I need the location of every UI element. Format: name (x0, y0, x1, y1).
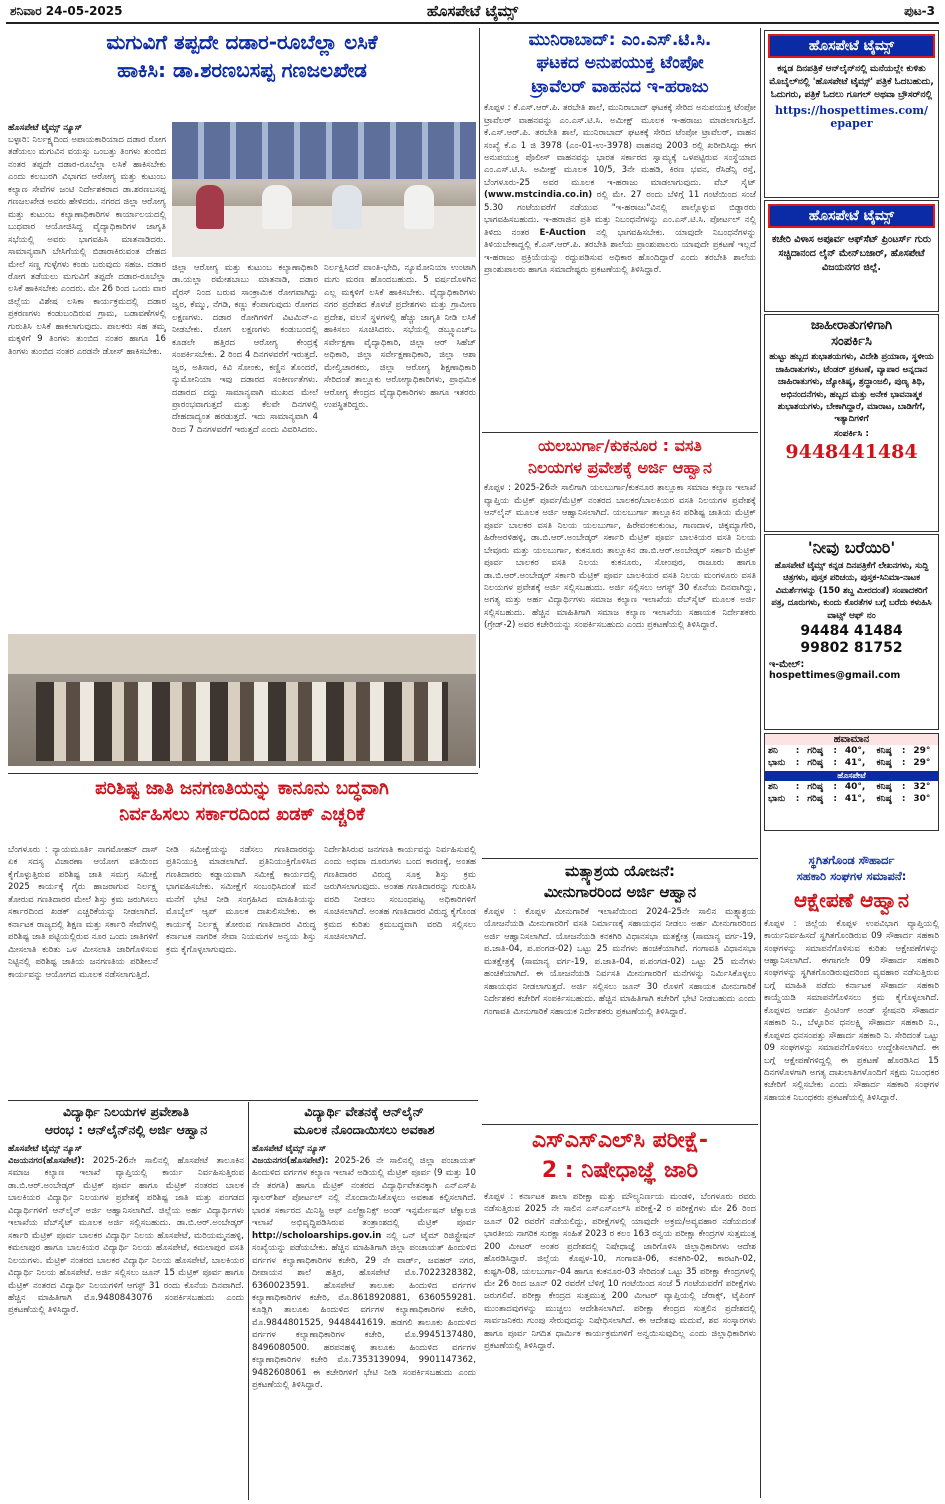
headline: ವಿದ್ಯಾರ್ಥಿ ವೇತನಕ್ಕೆ ಆನ್‌ಲೈನ್ (304, 1104, 424, 1119)
article-sslc (484, 1128, 756, 1500)
ad-text: ಹೊಸಪೇಟೆ ಟೈಮ್ಸ್ ಕನ್ನಡ ದಿನಪತ್ರಿಕೆಗೆ ಲೇಖನಗಳು, ಸುದ್ದಿ ಚಿತ್ರಗಳು, ಪುಸ್ತಕ ಪರಿಚಯ, ಪುಸ್ತಕ-ಸಿನಿಮಾ-ನಾಟಕ ವಿಮರ್ಶೆಗಳನ್ನು (150 ಶಬ್ದ ಮೀರದಂತೆ) ಸಂಪಾದಕರಿಗೆ ಪತ್ರ, ದೂರುಗಳು, ಕುಂದು ಕೊರತೆಗಳ ಬಗ್ಗೆ ಬರೆದು ಕಳುಹಿಸಿ (771, 560, 932, 607)
article-scholarship (252, 1104, 476, 1500)
headline: ಸ್ಥಗಿತಗೊಂಡ ಸೌಹಾರ್ದ (808, 854, 895, 867)
epaper-link[interactable]: epaper (830, 117, 873, 131)
ad-text: ಹುಟ್ಟು ಹಬ್ಬದ ಶುಭಾಶಯಗಳು, ವಿದೇಶಿ ಪ್ರಯಾಣ, ಸ್ಥಳೀಯ ಜಾಹಿರಾತುಗಳು, ಟೆಂಡರ್ ಪ್ರಕಟಣೆ, ವ್ಯಾಪಾರ ಅನ್ನದಾನ ಜಾಹಿರಾತುಗಳು, ಜ್ಯೋತಿಷ್ಯ, ಶ್ರದ್ಧಾಂಜಲಿ, ಪುಣ್ಯ ತಿಥಿ, ಅಭಿನಂದನೆಗಳು, ಹಬ್ಬದ ಮತ್ತು ಅನೇಕ ಭಾವನಾತ್ಮಕ ಶುಭಾಶಯಗಳು, ಬೇಕಾಗಿದ್ದಾರೆ, ಮಾರಾಟ, ಬಾಡಿಗೆಗೆ, ಇತ್ಯಾದಿಗಳಿಗೆ (769, 352, 934, 425)
ad-title: ಹೊಸಪೇಟೆ ಟೈಮ್ಸ್ (768, 34, 935, 58)
whatsapp-phone[interactable]: 99802 81752 (800, 639, 903, 656)
headline: ಆರಂಭ : ಆನ್‌ಲೈನ್‌ನಲ್ಲಿ ಅರ್ಜಿ ಆಹ್ವಾನ (44, 1122, 208, 1137)
headline: ಘಟಕದ ಅನುಪಯುಕ್ತ ಟೆಂಪೋ (536, 53, 704, 74)
divider (479, 28, 480, 768)
epaper-link[interactable]: https://hospettimes.com/ (774, 104, 929, 118)
article-body: ಜಿಲ್ಲಾ ಆರೋಗ್ಯ ಮತ್ತು ಕುಟುಂಬ ಕಲ್ಯಾಣಾಧಿಕಾರಿ ಡಾ.ಯಲ್ಲಾ ರಮೇಶಬಾಬು ಮಾತನಾಡಿ, ದಡಾರ ವೈರಸ್ ನಿಂದ ಬರುವ ಸಾಂಕ್ರಾಮಿಕ ರೋಗವಾಗಿದ್ದು ಜ್ವರ, ಕೆಮ್ಮು, ನೆಗಡಿ, ಕಣ್ಣು ಕೆಂಪಾಗುವುದು ರೋಗದ ಲಕ್ಷಣಗಳು. ದಡಾರ ರೋಗಿಗಳಿಗೆ ವಿಟಮಿನ್-ಎ ನೀಡಬೇಕು. ರೋಗ ಲಕ್ಷಣಗಳು ಕಂಡುಬಂದಲ್ಲಿ ಕೂಡಲೇ ಹತ್ತಿರದ ಆರೋಗ್ಯ ಕೇಂದ್ರಕ್ಕೆ ಸಂಪರ್ಕಿಸಬೇಕು. 2 ರಿಂದ 4 ದಿನಗಳವರೆಗೆ ಇರುತ್ತದೆ. ಜ್ವರ, ಅತಿಸಾರ, ಕಿವಿ ಸೋಂಕು, ಕಣ್ಣಿನ ತೊಂದರೆ, ನ್ಯುಮೋನಿಯಾ ಇವು ದಡಾರದ ಸಂಕೀರ್ಣತೆಗಳು. ದಡಾರದ ದದ್ದು ಸಾಮಾನ್ಯವಾಗಿ ಮುಖದ ಮೇಲೆ ಪ್ರಾರಂಭವಾಗುತ್ತದೆ ಮತ್ತು ಕೆಲವೇ ದಿನಗಳಲ್ಲಿ ದೇಹದಾದ್ಯಂತ ಹರಡುತ್ತದೆ. ಇದು ಸಾಮಾನ್ಯವಾಗಿ 4 ರಿಂದ 7 ದಿನಗಳವರೆಗೆ ಇರುತ್ತದೆ ಎಂದು ವಿವರಿಸಿದರು. (172, 263, 318, 435)
headline: 2 : ನಿಷೇಧಾಜ್ಞೆ ಜಾರಿ (541, 1158, 699, 1184)
meeting-photo (172, 122, 476, 257)
headline: ಪರಿಶಿಷ್ಟ ಜಾತಿ ಜನಗಣತಿಯನ್ನು ಕಾನೂನು ಬದ್ಧವಾಗಿ (95, 778, 389, 799)
newspaper-title: ಹೊಸಪೇಟೆ ಟೈಮ್ಸ್ (426, 2, 519, 20)
headline: ಆಕ್ಷೇಪಣೆ ಆಹ್ವಾನ (793, 887, 910, 912)
training-photo (8, 634, 476, 766)
headline: ಮೂಲಕ ನೊಂದಾಯಿಸಲು ಅವಕಾಶ (293, 1122, 435, 1137)
weather-box (764, 733, 939, 831)
headline: ಯಲಬುರ್ಗಾ/ಕುಕನೂರ : ವಸತಿ (538, 436, 702, 455)
divider (8, 1100, 478, 1101)
divider (482, 858, 758, 859)
ad-text: ಕನ್ನಡ ದಿನಪತ್ರಿಕೆ ಆನ್‌ಲೈನ್‌ನಲ್ಲಿ ಮನೆಯಲ್ಲೇ ಕುಳಿತು ಮೊಬೈಲ್‌ನಲ್ಲಿ 'ಹೊಸಪೇಟೆ ಟೈಮ್ಸ್' ಪತ್ರಿಕೆ ಓದಬಹುದು, ಓದುಗರು, ಪತ್ರಿಕೆ ಓದಲು ಗೂಗಲ್ ಅಥವಾ ಬ್ರೌಸರ್‌ನಲ್ಲಿ (769, 64, 934, 101)
weather-title: ಹವಾಮಾನ (765, 734, 938, 745)
page-number: ಪುಟ-3 (904, 4, 935, 18)
weather-table (765, 745, 938, 769)
weather-row: ಭಾನು : ಗರಿಷ್ಠ : 41°, ಕನಿಷ್ಠ : 29° (768, 758, 931, 768)
masthead (6, 0, 939, 24)
contact-label: ಸಂಪರ್ಕಿಸಿ : (834, 428, 869, 439)
article-hostel-yelburga (484, 436, 756, 854)
article-census (8, 778, 476, 1096)
ad-title: ಜಾಹೀರಾತುಗಳಿಗಾಗಿ (810, 318, 893, 333)
headline: ವಿದ್ಯಾರ್ಥಿ ನಿಲಯಗಳ ಪ್ರವೇಶಾತಿ (62, 1104, 190, 1119)
headline: ಹಾಕಿಸಿ: ಡಾ.ಶರಣಬಸಪ್ಪ ಗಣಜಲಖೇಡ (117, 58, 367, 82)
weather-row: ಶನಿ : ಗರಿಷ್ಠ : 40°, ಕನಿಷ್ಠ : 32° (768, 782, 931, 792)
epaper-ad (764, 30, 939, 198)
ad-title: ಸಂಪರ್ಕಿಸಿ (831, 333, 872, 349)
issue-date: ಶನಿವಾರ 24-05-2025 (10, 4, 123, 18)
headline: ಮಗುವಿಗೆ ತಪ್ಪದೇ ದಡಾರ-ರೂಬೆಲ್ಲಾ ಲಸಿಕೆ (106, 30, 378, 54)
article-vaccine (8, 30, 476, 770)
article-fisheries (484, 862, 756, 1122)
byline: ಹೊಸಪೇಟೆ ಟೈಮ್ಸ್ ನ್ಯೂಸ್ (8, 1144, 83, 1154)
article-body: ವಿಜಯನಗರ(ಹೊಸಪೇಟೆ): 2025-26ನೇ ಸಾಲಿನಲ್ಲಿ ಹೊಸಪೇಟೆ ತಾಲೂಕಿನ ಸಮಾಜ ಕಲ್ಯಾಣ ಇಲಾಖೆ ವ್ಯಾಪ್ತಿಯಲ್ಲಿ ಕಾರ್ಯ ನಿರ್ವಹಿಸುತ್ತಿರುವ ಡಾ.ಬಿ.ಆರ್.ಅಂಬೇಡ್ಕರ್ ಮೆಟ್ರಿಕ್ ಪೂರ್ವ ಹಾಗೂ ಮೆಟ್ರಿಕ್ ನಂತರದ ಬಾಲಕ ಬಾಲಕಿಯರ ವಿದ್ಯಾರ್ಥಿ ನಿಲಯಗಳ ಪ್ರವೇಶಕ್ಕೆ ಪರಿಶಿಷ್ಟ ಜಾತಿ ಮತ್ತು ಪಂಗಡದ ವಿದ್ಯಾರ್ಥಿಗಳಿಗೆ ಆನ್‌ಲೈನ್ ಅರ್ಜಿ ಆಹ್ವಾನಿಸಲಾಗಿದೆ. ಜಿಲ್ಲೆಯ ಅರ್ಹ ವಿದ್ಯಾರ್ಥಿಗಳು ಇಲಾಖೆಯ ವೆಬ್‌ಸೈಟ್ ಮೂಲಕ ಅರ್ಜಿ ಸಲ್ಲಿಸಬಹುದು. ಡಾ.ಬಿ.ಆರ್.ಅಂಬೇಡ್ಕರ್ ಸರ್ಕಾರಿ ಮೆಟ್ರಿಕ್ ಪೂರ್ವ ಬಾಲಕರ ವಿದ್ಯಾರ್ಥಿ ನಿಲಯ ಹೊಸಪೇಟೆ, ಮರಿಯಮ್ಮನಹಳ್ಳಿ, ಕಮಲಾಪುರ ಹಾಗೂ ಬಾಲಕಿಯರ ವಿದ್ಯಾರ್ಥಿ ನಿಲಯ ಹೊಸಪೇಟೆ, ಕಮಲಾಪುರ ವಸತಿ ನಿಲಯಗಳು. ಮೆಟ್ರಿಕ್ ನಂತರದ ಬಾಲಕರ ವಿದ್ಯಾರ್ಥಿ ನಿಲಯ ಹೊಸಪೇಟೆ, ಬಾಲಕಿಯರ ವಿದ್ಯಾರ್ಥಿ ನಿಲಯ ಹೊಸಪೇಟೆ. ಅರ್ಜಿ ಸಲ್ಲಿಸಲು ಜೂನ್ 15 ಮೆಟ್ರಿಕ್ ಪೂರ್ವ ಹಾಗೂ ಮೆಟ್ರಿಕ್ ನಂತರದ ವಿದ್ಯಾರ್ಥಿ ನಿಲಯಗಳಿಗೆ ಆಗಸ್ಟ್ 31 ರಂದು ಕೊನೆಯ ದಿನವಾಗಿದೆ. ಹೆಚ್ಚಿನ ಮಾಹಿತಿಗಾಗಿ ಮೊ.9480843076 ಸಂಪರ್ಕಿಸಬಹುದು ಎಂದು ಪ್ರಕಟಣೆಯಲ್ಲಿ ತಿಳಿಸಿದ್ದಾರೆ. (8, 1156, 244, 1316)
advertise-contact-ad (764, 314, 939, 532)
headline: ನಿರ್ವಹಿಸಲು ಸರ್ಕಾರದಿಂದ ಖಡಕ್ ಎಚ್ಚರಿಕೆ (119, 803, 365, 825)
headline: ನಿಲಯಗಳ ಪ್ರವೇಶಕ್ಕೆ ಅರ್ಜಿ ಆಹ್ವಾನ (528, 458, 712, 478)
office-address-ad (764, 200, 939, 312)
headline: ಮೀನುಗಾರರಿಂದ ಅರ್ಜಿ ಆಹ್ವಾನ (543, 883, 697, 901)
whatsapp-phone[interactable]: 94484 41484 (800, 622, 903, 639)
write-to-us-ad (764, 534, 939, 730)
ad-text: ಕಚೇರಿ ವಿಳಾಸ ಅಪೂರ್ವ ಆಫ್‌ಸೆಟ್ ಪ್ರಿಂಟರ್ಸ್ ಗುರು ಸಚ್ಚಿದಾನಂದ ಲೈನ್ ಮೇನ್‌ಬಜಾರ್, ಹೊಸಪೇಟೆ ವಿಜಯನಗರ ಜಿಲ್ಲೆ. (772, 234, 931, 273)
headline: ಎಸ್‌ಎಸ್‌ಎಲ್‌ಸಿ ಪರೀಕ್ಷೆ- (531, 1128, 709, 1153)
divider (760, 28, 761, 1498)
scholarship-link[interactable]: http://scholoarships.gov.in (252, 1230, 382, 1241)
byline: ಹೊಸಪೇಟೆ ಟೈಮ್ಸ್ ನ್ಯೂಸ್ (252, 1144, 327, 1154)
article-body: ಬೆಂಗಳೂರು : ನ್ಯಾಯಮೂರ್ತಿ ನಾಗಮೋಹನ್ ದಾಸ್ ಏಕ ಸದಸ್ಯ ವಿಚಾರಣಾ ಆಯೋಗ ವತಿಯಿಂದ ಕೈಗೊಳ್ಳುತ್ತಿರುವ ಪರಿಶಿಷ್ಟ ಜಾತಿ ಸಮಗ್ರ ಸಮೀಕ್ಷೆ 2025 ಕಾರ್ಯಕ್ಕೆ ಗೈರು ಹಾಜರಾಗುವ ನಿರ್ಲಕ್ಷ್ಯ ತೋರುವ ಗಣತಿದಾರರ ಮೇಲೆ ಶಿಸ್ತು ಕ್ರಮ ಜರುಗಿಸಲು ಸರ್ಕಾರದಿಂದ ಖಡಕ್ ಎಚ್ಚರಿಕೆಯನ್ನು ನೀಡಲಾಗಿದೆ. ಕರ್ನಾಟಕ ರಾಜ್ಯದಲ್ಲಿ ಶಿಕ್ಷಣ ಮತ್ತು ಸರ್ಕಾರಿ ಸೇವೆಗಳಲ್ಲಿ ಪರಿಶಿಷ್ಟ ಜಾತಿ ಪಟ್ಟಿಯಲ್ಲಿರುವ ನೂರ ಒಂದು ಜಾತಿಗಳಿಗೆ ಮೀಸಲಾತಿ ಕುರಿತು ಒಳ ಮೀಸಲಾತಿ ಜಾರಿಗೊಳಿಸುವ ನಿಟ್ಟಿನಲ್ಲಿ ಪರಿಶಿಷ್ಟ ಜಾತಿಯ ಜನಗಣತಿಯ ಪರಿಶೀಲನೆ ಕಾರ್ಯವನ್ನು ಆಯೋಗದ ಮೂಲಕ ನಡೆಸಲಾಗುತ್ತಿದೆ. (8, 845, 158, 980)
headline: ಮತ್ಸ್ಯಾಶ್ರಯ ಯೋಜನೆ: (564, 862, 676, 880)
article-body: ವಿಜಯನಗರ(ಹೊಸಪೇಟೆ): 2025-26 ನೇ ಸಾಲಿನಲ್ಲಿ ಜಿಲ್ಲಾ ಪಂಚಾಯತ್ ಹಿಂದುಳಿದ ವರ್ಗಗಳ ಕಲ್ಯಾಣ ಇಲಾಖೆ ಅಡಿಯಲ್ಲಿ ಮೆಟ್ರಿಕ್ ಪೂರ್ವ (9 ಮತ್ತು 10 ನೇ ತರಗತಿ) ಹಾಗೂ ಮೆಟ್ರಿಕ್ ನಂತರದ ವಿದ್ಯಾರ್ಥಿವೇತನಕ್ಕಾಗಿ ಎನ್‌ಎಸ್‌ಪಿ ಸ್ಕಾಲರ್‌ಶಿಪ್ ಪೋರ್ಟಲ್ ನಲ್ಲಿ ನೊಂದಾಯಿಸಿಕೊಳ್ಳಲು ಅವಕಾಶ ಕಲ್ಪಿಸಲಾಗಿದೆ. ಭಾರತ ಸರ್ಕಾರದ ಮಿನಿಸ್ಟ್ರಿ ಆಫ್ ಎಲೆಕ್ಟ್ರಾನಿಕ್ಸ್ ಅಂಡ್ ಇನ್ಫರ್ಮೇಷನ್ ಟೆಕ್ನಾಲಜಿ ಇಲಾಖೆ ಅಭಿವೃದ್ಧಿಪಡಿಸಿರುವ ತಂತ್ರಾಂಶದಲ್ಲಿ ಮೆಟ್ರಿಕ್ ಪೂರ್ವ http://scholoarships.gov.in ನಲ್ಲಿ ಒನ್ ಟೈಮ್ ರಿಜಿಸ್ಟ್ರೇಷನ್ ಸಂಖ್ಯೆಯನ್ನು ಪಡೆಯಬೇಕು. ಹೆಚ್ಚಿನ ಮಾಹಿತಿಗಾಗಿ ಜಿಲ್ಲಾ ಪಂಚಾಯತ್ ಹಿಂದುಳಿದ ವರ್ಗಗಳ ಕಲ್ಯಾಣಾಧಿಕಾರಿಗಳ ಕಚೇರಿ, 29 ನೇ ವಾರ್ಡ್, ಜವಹರ್ ನಗರ, ದೀಪಾಯನ ಶಾಲೆ ಹತ್ತಿರ, ಹೊಸಪೇಟೆ ಮೊ.7022328382, 6360023591. ಹೊಸಪೇಟೆ ತಾಲೂಕು ಹಿಂದುಳಿದ ವರ್ಗಗಳ ಕಲ್ಯಾಣಾಧಿಕಾರಿಗಳ ಕಚೇರಿ, ಮೊ.8618920881, 6360559281. ಕೂಡ್ಲಿಗಿ ತಾಲೂಕು ಹಿಂದುಳಿದ ವರ್ಗಗಳ ಕಲ್ಯಾಣಾಧಿಕಾರಿಗಳ ಕಚೇರಿ, ಮೊ.9844801525, 9448441619. ಹಡಗಲಿ ತಾಲೂಕು ಹಿಂದುಳಿದ ವರ್ಗಗಳ ಕಲ್ಯಾಣಾಧಿಕಾರಿಗಳ ಕಚೇರಿ, ಮೊ.9945137480, 8496080500. ಹರಪನಹಳ್ಳಿ ತಾಲೂಕು ಹಿಂದುಳಿದ ವರ್ಗಗಳ ಕಲ್ಯಾಣಾಧಿಕಾರಿಗಳ ಕಚೇರಿ ಮೊ.7353139094, 9901147362, 9482608061 ಈ ಕಚೇರಿಗಳಿಗೆ ಭೇಟಿ ನೀಡಿ ಸಂಪರ್ಕಿಸಬಹುದು ಎಂದು ಪ್ರಕಟಣೆಯಲ್ಲಿ ತಿಳಿಸಿದ್ದಾರೆ. (252, 1156, 476, 1391)
headline: ಸಹಕಾರಿ ಸಂಘಗಳ ಸಮಾಪನೆ: (796, 868, 907, 883)
whatsapp-label: ವಾಟ್ಸ್ ಆಫ್ ನಂ (827, 610, 876, 621)
weather-table (765, 781, 938, 805)
byline: ಹೊಸಪೇಟೆ ಟೈಮ್ಸ್ ನ್ಯೂಸ್ (8, 123, 83, 133)
headline: ಟ್ರಾವೆಲರ್ ವಾಹನದ ಇ-ಹರಾಜು (531, 76, 709, 97)
email-line: ಇ-ಮೇಲ್: hospettimes@gmail.com (769, 658, 901, 681)
weather-row: ಶನಿ : ಗರಿಷ್ಠ : 40°, ಕನಿಷ್ಠ : 29° (768, 746, 931, 756)
article-body: ನಿರ್ಲಕ್ಷಿಸಿದರೆ ವಾಂತಿ-ಭೇದಿ, ನ್ಯೂಮೋನಿಯಾ ಉಂಟಾಗಿ ಮಗು ಮರಣ ಹೊಂದಬಹುದು. 5 ವರ್ಷದೊಳಗಿನ ಎಲ್ಲ ಮಕ್ಕಳಿಗೆ ಲಸಿಕೆ ಹಾಕಿಸಬೇಕು. ವೈದ್ಯಾಧಿಕಾರಿಗಳು ನಗರ ಪ್ರದೇಶದ ಕೊಳಚೆ ಪ್ರದೇಶಗಳು ಮತ್ತು ಗ್ರಾಮೀಣ ಪ್ರದೇಶ, ವಲಸೆ ಸ್ಥಳಗಳಲ್ಲಿ ಹೆಚ್ಚು ಜಾಗೃತಿ ನೀಡಿ ಲಸಿಕೆ ಹಾಕಿಸಲು ಸೂಚಿಸಿದರು. ಸಭೆಯಲ್ಲಿ ಡಬ್ಲ್ಯೂಎಚ್ಒ ಸರ್ವೇಕ್ಷಣಾ ವೈದ್ಯಾಧಿಕಾರಿ, ಜಿಲ್ಲಾ ಆರ್ ಸಿಹೆಚ್ ಅಧಿಕಾರಿ, ಜಿಲ್ಲಾ ಸರ್ವೇಕ್ಷಣಾಧಿಕಾರಿ, ಜಿಲ್ಲಾ ಆಶಾ ಮೇಲ್ವಿಚಾರಕರು, ಜಿಲ್ಲಾ ಆರೋಗ್ಯ ಶಿಕ್ಷಣಾಧಿಕಾರಿ ಸೇರಿದಂತೆ ತಾಲ್ಲೂಕು ಆರೋಗ್ಯಾಧಿಕಾರಿಗಳು, ಪ್ರಾಥಮಿಕ ಆರೋಗ್ಯ ಕೇಂದ್ರದ ವೈದ್ಯಾಧಿಕಾರಿಗಳು ಹಾಗೂ ಇತರರು ಉಪಸ್ಥಿತರಿದ್ದರು. (324, 263, 476, 410)
email-link[interactable]: hospettimes@gmail.com (769, 669, 901, 681)
article-body: ಬಳ್ಳಾರಿ: ನಿರ್ಲಕ್ಷ್ಯದಿಂದ ಅಪಾಯಕಾರಿಯಾದ ದಡಾರ ರೋಗ ತಡೆಯಲು ಮಗುವಿನ ವಯಸ್ಸು ಒಂಬತ್ತು ತಿಂಗಳು ತುಂಬಿದ ನಂತರ ತಪ್ಪದೇ ದಡಾರ-ರೂಬೆಲ್ಲಾ ಲಸಿಕೆ ಹಾಕಿಸಬೇಕು ಎಂದು ಕಲಬುರಗಿ ವಿಭಾಗದ ಆರೋಗ್ಯ ಮತ್ತು ಕುಟುಂಬ ಕಲ್ಯಾಣ ಸೇವೆಗಳ ಜಂಟಿ ನಿರ್ದೇಶಕರಾದ ಡಾ.ಶರಣಬಸಪ್ಪ ಗಣಜಲಖೇಡ ಅವರು ಹೇಳಿದರು. ನಗರದ ಜಿಲ್ಲಾ ಆರೋಗ್ಯ ಮತ್ತು ಕುಟುಂಬ ಕಲ್ಯಾಣಾಧಿಕಾರಿಗಳ ಕಾರ್ಯಾಲಯದಲ್ಲಿ ಬುಧವಾರ ಆಯೋಜಿಸಿದ್ದ ವೈದ್ಯಾಧಿಕಾರಿಗಳ ಜಾಗೃತಿ ಸಭೆಯಲ್ಲಿ ಅವರು ಭಾಗವಹಿಸಿ ಮಾತನಾಡಿದರು. ಸಾಮಾನ್ಯವಾಗಿ ಬೇಸಿಗೆಯಲ್ಲಿ ಬಿಡಾರಾಕಿರುವಂತ ದೇಹದ ಮೇಲೆ ಸಣ್ಣ ಗುಳ್ಳೆಗಳು ಕಂಡು ಬರುವುದು ಸಹಜ. ದಡಾರ ರೋಗ ತಡೆಯಲು ಮಗುವಿಗೆ ತಪ್ಪದೇ ದಡಾರ-ರೂಬೆಲ್ಲಾ ಲಸಿಕೆ ಹಾಕಿಸಬೇಕು ಎಂದರು. ಮೇ 26 ರಿಂದ ಒಂದು ವಾರ ಜಿಲ್ಲೆಯ ವಿಶೇಷ ಲಸಿಕಾ ಕಾರ್ಯಕ್ರಮದಲ್ಲಿ ದಡಾರ ಪ್ರಕರಣಗಳು ಕಂಡುಬಂದಿರುವ ಗ್ರಾಮ, ಬಡಾವಣೆಗಳಲ್ಲಿ ಗುರುತಿಸಿ ಲಸಿಕೆ ಹಾಕಲಾಗುವುದು. ಪಾಲಕರು ಸಹ ತಮ್ಮ ಮಕ್ಕಳಿಗೆ 9 ತಿಂಗಳು ತುಂಬಿದ ನಂತರ ಹಾಗೂ 16 ತಿಂಗಳು ತುಂಬಿದ ನಂತರ ಎರಡನೇ ಡೋಸ್ ಹಾಕಿಸಬೇಕು. (8, 135, 166, 357)
article-body: ಕೊಪ್ಪಳ : ಕೊಪ್ಪಳ ಮೀನುಗಾರಿಕೆ ಇಲಾಖೆಯಿಂದ 2024-25ನೇ ಸಾಲಿನ ಮತ್ಸ್ಯಾಶ್ರಯ ಯೋಜನೆಯಡಿ ಮೀನುಗಾರರಿಗೆ ವಸತಿ ನಿರ್ಮಾಣಕ್ಕೆ ಸಹಾಯಧನ ನೀಡಲು ಅರ್ಹ ಮೀನುಗಾರರಿಂದ ಅರ್ಜಿ ಆಹ್ವಾನಿಸಲಾಗಿದೆ. ಯೋಜನೆಯಡಿ ಕನಕಗಿರಿ ವಿಧಾನಸಭಾ ಮತಕ್ಷೇತ್ರ (ಸಾಮಾನ್ಯ ವರ್ಗ-19, ಪ.ಜಾತಿ-04, ಪ.ಪಂಗಡ-02) ಒಟ್ಟು 25 ಮನೆಗಳು ಹಂಚಿಕೆಯಾಗಿವೆ. ಗಂಗಾವತಿ ವಿಧಾನಸಭಾ ಮತಕ್ಷೇತ್ರಕ್ಕೆ (ಸಾಮಾನ್ಯ ವರ್ಗ-19, ಪ.ಜಾತಿ-04, ಪ.ಪಂಗಡ-02) ಒಟ್ಟು 25 ಮನೆಗಳು ಹಂಚಿಕೆಯಾಗಿದೆ. ಈ ಯೋಜನೆಯಡಿ ನಿರ್ವಸತಿ ಮೀನುಗಾರರಿಗೆ ಮನೆಗಳನ್ನು ನಿರ್ಮಿಸಿಕೊಳ್ಳಲು ಸಹಾಯಧನ ನೀಡಲಾಗುತ್ತದೆ. ಅರ್ಜಿ ಸಲ್ಲಿಸಲು ಜೂನ್ 30 ರೊಳಗೆ ಸಹಾಯಕ ಮೀನುಗಾರಿಕೆ ನಿರ್ದೇಶಕರ ಕಚೇರಿಗೆ ಸಂಪರ್ಕಿಸಬಹುದು. ಹೆಚ್ಚಿನ ಮಾಹಿತಿಗಾಗಿ ಕಚೇರಿಗೆ ಭೇಟಿ ನೀಡಬಹುದು ಎಂದು ಗಂಗಾವತಿ ಮೀನುಗಾರಿಕೆ ಸಹಾಯಕ ನಿರ್ದೇಶಕರು ಪ್ರಕಟಣೆಯಲ್ಲಿ ತಿಳಿಸಿದ್ದಾರೆ. (484, 907, 756, 1017)
ad-title: 'ನೀವು ಬರೆಯಿರಿ' (807, 538, 896, 557)
article-hostel-admission (8, 1104, 244, 1500)
divider (8, 773, 478, 774)
ad-title: ಹೊಸಪೇಟೆ ಟೈಮ್ಸ್ (768, 204, 935, 228)
weather-subtitle: ಹೊಸಪೇಟೆ (765, 771, 938, 781)
divider (482, 1124, 758, 1125)
article-body: ಕೊಪ್ಪಳ : ಜಿಲ್ಲೆಯ ಕೊಪ್ಪಳ ಉಪವಿಭಾಗ ವ್ಯಾಪ್ತಿಯಲ್ಲಿ ಕಾರ್ಯನಿರ್ವಹಿಸದೆ ಸ್ಥಗಿತಗೊಂಡಿರುವ 09 ಸೌಹಾರ್ದ ಸಹಕಾರಿ ಸಂಘಗಳನ್ನು ಸಮಾಪನೆಗೊಳಿಸುವ ಕುರಿತು ಆಕ್ಷೇಪಣೆಗಳನ್ನು ಆಹ್ವಾನಿಸಲಾಗಿದೆ. ಈಗಾಗಲೇ 09 ಸೌಹಾರ್ದ ಸಹಕಾರಿ ಸಂಘಗಳನ್ನು ಸ್ಥಗಿತಗೊಂಡಿರುವುದರಿಂದ ವ್ಯವಹಾರ ನಡೆಸುತ್ತಿರುವ ಬಗ್ಗೆ ಮಾಹಿತಿ ಪಡೆದು ಕರ್ನಾಟಕ ಸೌಹಾರ್ದ ಸಹಕಾರಿ ಕಾಯ್ದೆಯಡಿ ಸಮಾಪನೆಗೊಳಿಸಲು ಕ್ರಮ ಕೈಗೊಳ್ಳಲಾಗಿದೆ. ಕೊಪ್ಪಳದ ಆದರ್ಶ ಪ್ರಿಂಟಿಂಗ್ ಅಂಡ್ ಸ್ಟೇಷನರಿ ಸೌಹಾರ್ದ ಸಹಕಾರಿ ನಿ., ಬೆಳ್ಳೂರಿನ ಧನಲಕ್ಷ್ಮಿ ಸೌಹಾರ್ದ ಸಹಕಾರಿ ನಿ., ಕೊಪ್ಪಳದ ಧನಸಂಪತ್ತು ಸೌಹಾರ್ದ ಸಹಕಾರಿ ನಿ. ಸೇರಿದಂತೆ ಒಟ್ಟು 09 ಸಂಘಗಳನ್ನು ಸಮಾಪನೆಗೊಳಿಸಲು ಉದ್ದೇಶಿಸಲಾಗಿದೆ. ಈ ಬಗ್ಗೆ ಆಕ್ಷೇಪಣೆಗಳಿದ್ದಲ್ಲಿ ಈ ಪ್ರಕಟಣೆ ಹೊರಡಿಸಿದ 15 ದಿನಗಳೊಳಗಾಗಿ ಅಗತ್ಯ ದಾಖಲಾತಿಗಳೊಂದಿಗೆ ಸಕ್ಷಮ ನಿಬಂಧಕರ ಕಚೇರಿಗೆ ಸಲ್ಲಿಸಬೇಕು ಎಂದು ಸೌಹಾರ್ದ ಸಹಕಾರಿ ಸಂಘಗಳ ಸಹಾಯಕ ನಿಬಂಧಕರು ಪ್ರಕಟಣೆಯಲ್ಲಿ ತಿಳಿಸಿದ್ದಾರೆ. (764, 918, 939, 1103)
divider (248, 1102, 249, 1500)
article-auction (484, 30, 756, 428)
contact-phone[interactable]: 9448441484 (785, 440, 918, 463)
website-link[interactable]: (www.mstcindia.co.in) (484, 190, 593, 201)
divider (482, 432, 758, 433)
article-cooperative (764, 854, 939, 1500)
article-body: ಕೊಪ್ಪಳ : ಕರ್ನಾಟಕ ಶಾಲಾ ಪರೀಕ್ಷಾ ಮತ್ತು ಮೌಲ್ಯನಿರ್ಣಯ ಮಂಡಳಿ, ಬೆಂಗಳೂರು ರವರು ನಡೆಸುತ್ತಿರುವ 2025 ನೇ ಸಾಲಿನ ಎಸ್‌ಎಸ್‌ಎಲ್‌ಸಿ ಪರೀಕ್ಷೆ-2 ರ ಪರೀಕ್ಷೆಗಳು ಮೇ 26 ರಿಂದ ಜೂನ್ 02 ರವರೆಗೆ ನಡೆಯಲಿದ್ದು, ಪರೀಕ್ಷೆಗಳಲ್ಲಿ ಯಾವುದೇ ಅಕ್ರಮ/ಅವ್ಯವಹಾರ ನಡೆಯದಂತೆ ಭಾರತೀಯ ನಾಗರಿಕ ಸುರಕ್ಷಾ ಸಂಹಿತೆ 2023 ರ ಕಲಂ 163 ರನ್ವಯ ಪರೀಕ್ಷಾ ಕೇಂದ್ರಗಳ ಸುತ್ತಮುತ್ತ 200 ಮೀಟರ್ ಅಂತರ ಪ್ರದೇಶದಲ್ಲಿ ನಿಷೇಧಾಜ್ಞೆ ಜಾರಿಗೊಳಿಸಿ ಜಿಲ್ಲಾಧಿಕಾರಿಗಳು ಆದೇಶ ಹೊರಡಿಸಿದ್ದಾರೆ. ಜಿಲ್ಲೆಯ ಕೊಪ್ಪಳ-10, ಗಂಗಾವತಿ-06, ಕನಕಗಿರಿ-02, ಕಾರಟಗಿ-02, ಕುಷ್ಟಗಿ-08, ಯಲಬುರ್ಗಾ-04 ಹಾಗೂ ಕುಕನೂರ-03 ಸೇರಿದಂತೆ ಒಟ್ಟು 35 ಪರೀಕ್ಷಾ ಕೇಂದ್ರಗಳಲ್ಲಿ ಮೇ 26 ರಿಂದ ಜೂನ್ 02 ರವರೆಗೆ ಬೆಳಿಗ್ಗೆ 10 ಗಂಟೆಯಿಂದ ಸಂಜೆ 5 ಗಂಟೆಯವರೆಗೆ ಪರೀಕ್ಷೆಗಳು ಜರುಗಲಿವೆ. ಪರೀಕ್ಷಾ ಕೇಂದ್ರದ ಸುತ್ತಮುತ್ತ 200 ಮೀಟರ್ ವ್ಯಾಪ್ತಿಯಲ್ಲಿ ಜೆರಾಕ್ಸ್, ಟೈಪಿಂಗ್ ಮುಂತಾದವುಗಳನ್ನು ಮುಚ್ಚಲು ಆದೇಶಿಸಲಾಗಿದೆ. ಪರೀಕ್ಷಾ ಕೇಂದ್ರದ ಸುತ್ತಲಿನ ಪ್ರದೇಶದಲ್ಲಿ ಸಾರ್ವಜನಿಕರು ಗುಂಪು ಸೇರುವುದನ್ನು ನಿಷೇಧಿಸಲಾಗಿದೆ. ಈ ಆದೇಶವು ಮದುವೆ, ಶವ ಸಂಸ್ಕಾರಗಳು ಹಾಗೂ ಪೂರ್ವ ನಿಗದಿತ ಧಾರ್ಮಿಕ ಕಾರ್ಯಕ್ರಮಗಳಿಗೆ ಅನ್ವಯಿಸುವುದಿಲ್ಲ ಎಂದು ಜಿಲ್ಲಾಧಿಕಾರಿಗಳು ಪ್ರಕಟಣೆಯಲ್ಲಿ ತಿಳಿಸಿದ್ದಾರೆ. (484, 1191, 756, 1352)
headline: ಮುನಿರಾಬಾದ್: ಎಂ.ಎಸ್.ಟಿ.ಸಿ. (528, 30, 712, 50)
article-body: ನೀಡಿ ಸಮೀಕ್ಷೆಯನ್ನು ನಡೆಸಲು ಗಣತಿದಾರರನ್ನು ಪ್ರತಿನಿಯುಕ್ತಿ ಮಾಡಲಾಗಿದೆ. ಪ್ರತಿನಿಯುಕ್ತಿಗೊಳಿಸಿದ ಗಣತಿದಾರರು ಕಡ್ಡಾಯವಾಗಿ ಸಮೀಕ್ಷೆ ಕಾರ್ಯದಲ್ಲಿ ಭಾಗವಹಿಸಬೇಕು. ಸಮೀಕ್ಷೆಗೆ ಸಂಬಂಧಿಸಿದಂತೆ ಮನೆ ಮನೆಗೆ ಭೇಟಿ ನೀಡಿ ಸಂಗ್ರಹಿಸಿದ ಮಾಹಿತಿಯನ್ನು ಮೊಬೈಲ್ ಆ್ಯಪ್ ಮೂಲಕ ದಾಖಲಿಸಬೇಕು. ಈ ಕಾರ್ಯಕ್ಕೆ ನಿರ್ಲಕ್ಷ್ಯ ತೋರುವ ಗಣತಿದಾರರ ವಿರುದ್ಧ ಕರ್ನಾಟಕ ನಾಗರಿಕ ಸೇವಾ ನಿಯಮಗಳ ಅನ್ವಯ ಶಿಸ್ತು ಕ್ರಮ ಕೈಗೊಳ್ಳಲಾಗುವುದು. (166, 845, 316, 955)
article-body: ಕೊಪ್ಪಳ : 2025-26ನೇ ಸಾಲಿಗಾಗಿ ಯಲಬುರ್ಗಾ/ಕುಕನೂರ ತಾಲ್ಲೂಕಾ ಸಮಾಜ ಕಲ್ಯಾಣ ಇಲಾಖೆ ವ್ಯಾಪ್ತಿಯ ಮೆಟ್ರಿಕ್ ಪೂರ್ವ/ಮೆಟ್ರಿಕ್ ನಂತರದ ಬಾಲಕರ/ಬಾಲಕಿಯರ ವಸತಿ ನಿಲಯಗಳ ಪ್ರವೇಶಕ್ಕೆ ಆನ್‌ಲೈನ್ ಮೂಲಕ ಅರ್ಜಿ ಆಹ್ವಾನಿಸಲಾಗಿದೆ. ಯಲಬುರ್ಗಾ ತಾಲ್ಲೂಕಿನ ಪರಿಶಿಷ್ಟ ಜಾತಿಯ ಮೆಟ್ರಿಕ್ ಪೂರ್ವ ಬಾಲಕರ ವಸತಿ ನಿಲಯ ಯಲಬುರ್ಗಾ, ಹಿರೇವಂಕಲಕುಂಟ, ಗಾಣದಾಳ, ಚಿಕ್ಕಮ್ಯಾಗೇರಿ, ಹಿರೇಅರಳಿಹಳ್ಳಿ, ಡಾ.ಬಿ.ಆರ್.ಅಂಬೇಡ್ಕರ್ ಸರ್ಕಾರಿ ಮೆಟ್ರಿಕ್ ಪೂರ್ವ ಬಾಲಕಿಯರ ವಸತಿ ನಿಲಯ ಬೇವೂರು ಮತ್ತು ಯಲಬುರ್ಗಾ, ಕುಕನೂರು ತಾಲ್ಲೂಕಿನ ಡಾ.ಬಿ.ಆರ್.ಅಂಬೇಡ್ಕರ್ ಸರ್ಕಾರಿ ಮೆಟ್ರಿಕ್ ಪೂರ್ವ ಬಾಲಕರ ವಸತಿ ನಿಲಯ ಕುಕನೂರು, ಸೋಂಪುರ, ರಾಜೂರು ಹಾಗೂ ಡಾ.ಬಿ.ಆರ್.ಅಂಬೇಡ್ಕರ್ ಸರ್ಕಾರಿ ಮೆಟ್ರಿಕ್ ಪೂರ್ವ ಬಾಲಕಿಯರ ವಸತಿ ನಿಲಯ ಮಂಗಳೂರು ವಸತಿ ನಿಲಯಗಳ ಪ್ರವೇಶಕ್ಕೆ ಅರ್ಜಿ ಸಲ್ಲಿಸಬಹುದು. ಅರ್ಜಿ ಸಲ್ಲಿಸಲು ಆಗಸ್ಟ್ 30 ಕೊನೆಯ ದಿನವಾಗಿದ್ದು, ಅಗತ್ಯ ಮತ್ತು ಅರ್ಹ ವಿದ್ಯಾರ್ಥಿಗಳು ಸಮಾಜ ಕಲ್ಯಾಣ ಇಲಾಖೆಯ ವೆಬ್‌ಸೈಟ್ ಮೂಲಕ ಅರ್ಜಿ ಸಲ್ಲಿಸಬಹುದು. ಹೆಚ್ಚಿನ ಮಾಹಿತಿಗಾಗಿ ಸಮಾಜ ಕಲ್ಯಾಣ ಇಲಾಖೆಯ ಸಹಾಯಕ ನಿರ್ದೇಶಕರು (ಗ್ರೇಡ್-2) ಅವರ ಕಚೇರಿಯನ್ನು ಸಂಪರ್ಕಿಸಬಹುದು ಎಂದು ಪ್ರಕಟಣೆಯಲ್ಲಿ ತಿಳಿಸಿದ್ದಾರೆ. (484, 483, 756, 631)
article-body: ಕೊಪ್ಪಳ : ಕೆ.ಎಸ್.ಆರ್.ಪಿ. ತರಬೇತಿ ಶಾಲೆ, ಮುನಿರಾಬಾದ್ ಘಟಕಕ್ಕೆ ಸೇರಿದ ಅನುಪಯುಕ್ತ ಟೆಂಪೋ ಟ್ರಾವೆಲರ್ ವಾಹನವನ್ನು ಎಂ.ಎಸ್.ಟಿ.ಸಿ. ಅಮೀಕ್ಷ್ ಮೂಲಕ ಇ-ಹರಾಜು ಮಾಡಲಾಗುತ್ತಿದೆ. ಕೆ.ಎಸ್.ಆರ್.ಪಿ. ತರಬೇತಿ ಶಾಲೆ, ಮುನಿರಾಬಾದ್ ಘಟಕಕ್ಕೆ ಸೇರಿದ ಟೆಂಪೋ ಟ್ರಾವೆಲರ್, ವಾಹನ ಸಂಖ್ಯೆ ಕೆ.ಎ 1 ಜಿ 3978 (ಎಂ-01-ಉ-3978) ವಾಹನವು 2003 ರಲ್ಲಿ ಖರೀದಿಸಿದ್ದು ಈಗ ಅನುಪಯುಕ್ತ ಪೊಲೀಸ್ ವಾಹನವನ್ನು ಭಾರತ ಸರ್ಕಾರದ ಸ್ವಾಮ್ಯಕ್ಕೆ ಒಳಪಟ್ಟಿರುವ ಸಂಸ್ಥೆಯಾದ ಎಂ.ಎಸ್.ಟಿ.ಸಿ. ಅಮೀಕ್ಷ್ ಮೂಲಕ 10/5, 3ನೇ ಮಹಡಿ, ಕಿರಣ ಭವನ, ರೆಸಿಡೆನ್ಸಿ ರಸ್ತೆ, ಬೆಂಗಳೂರು-25 ಅವರ ಮೂಲಕ ಇ-ಹರಾಜು ಮಾಡಲಾಗುವುದು. ವೆಬ್ ಸೈಟ್ (www.mstcindia.co.in) ರಲ್ಲಿ ಮೇ. 27 ರಂದು ಬೆಳಿಗ್ಗೆ 11 ಗಂಟೆಯಿಂದ ಸಂಜೆ 5.30 ಗಂಟೆಯವರೆಗೆ ನಡೆಯುವ "ಇ-ಹರಾಜು"ವಿನಲ್ಲಿ ಪಾಲ್ಗೊಳ್ಳುವ ಬಿಡ್ದಾರರು ಭಾಗವಹಿಸಬಹುದು. ಇ-ಹರಾಜಿನ ಪ್ರತಿ ಮತ್ತು ನಿಬಂಧನೆಗಳನ್ನು ಎಂ.ಎಸ್.ಟಿ.ಸಿ. ಪೋರ್ಟಲ್ ನಲ್ಲಿ ತಿಳಿದು ನಂತರ E-Auction ನಲ್ಲಿ ಭಾಗವಹಿಸಬೇಕು. ಯಾವುದೇ ನಿಬಂಧನೆಗಳನ್ನು ತಿಳಿಯಬೇಕಾದ್ದಲ್ಲಿ ಕೆ.ಎಸ್.ಆರ್.ಪಿ. ತರಬೇತಿ ಶಾಲೆಯ ಪ್ರಾಂಶುಪಾಲರು ಯಾವುದೇ ಪ್ರಕಟಣೆ ಇಲ್ಲದೆ ಇ-ಹರಾಜು ಪ್ರಕ್ರಿಯೆಯನ್ನು ರದ್ದುಪಡಿಸುವ ಅಧಿಕಾರ ಹೊಂದಿದ್ದಾರೆ ಎಂದು ತರಬೇತಿ ಶಾಲೆಯ ಪ್ರಾಂಶುಪಾಲರು ಹಾಗೂ ಸಮಾದೇಷ್ಟರು ಪ್ರಕಟಣೆಯಲ್ಲಿ ತಿಳಿಸಿದ್ದಾರೆ. (484, 103, 756, 276)
article-body: ನಿರ್ದೇಶಿಸಿರುವ ಜನಗಣತಿ ಕಾರ್ಯವನ್ನು ನಿರ್ವಹಿಸುವಲ್ಲಿ ಎಂದು ಅಥವಾ ದೂರುಗಳು ಬಂದ ಕಾರಣಕ್ಕೆ, ಅಂತಹ ಗಣತಿದಾರರ ವಿರುದ್ಧ ಸೂಕ್ತ ಶಿಸ್ತು ಕ್ರಮ ಜರುಗಿಸಲಾಗುವುದು. ಅಂತಹ ಗಣತಿದಾರರನ್ನು ಗುರುತಿಸಿ ವರದಿ ನೀಡಲು ಸಂಬಂಧಪಟ್ಟ ಅಧಿಕಾರಿಗಳಿಗೆ ಸೂಚಿಸಲಾಗಿದೆ. ಅಂತಹ ಗಣತಿದಾರರ ವಿರುದ್ಧ ಕೈಗೊಂಡ ಕ್ರಮದ ಕುರಿತು ಕ್ರಮಬದ್ಧವಾಗಿ ವರದಿ ಸಲ್ಲಿಸಲು ಸೂಚಿಸಲಾಗಿದೆ. (324, 845, 476, 943)
weather-row: ಭಾನು : ಗರಿಷ್ಠ : 41°, ಕನಿಷ್ಠ : 30° (768, 794, 931, 804)
